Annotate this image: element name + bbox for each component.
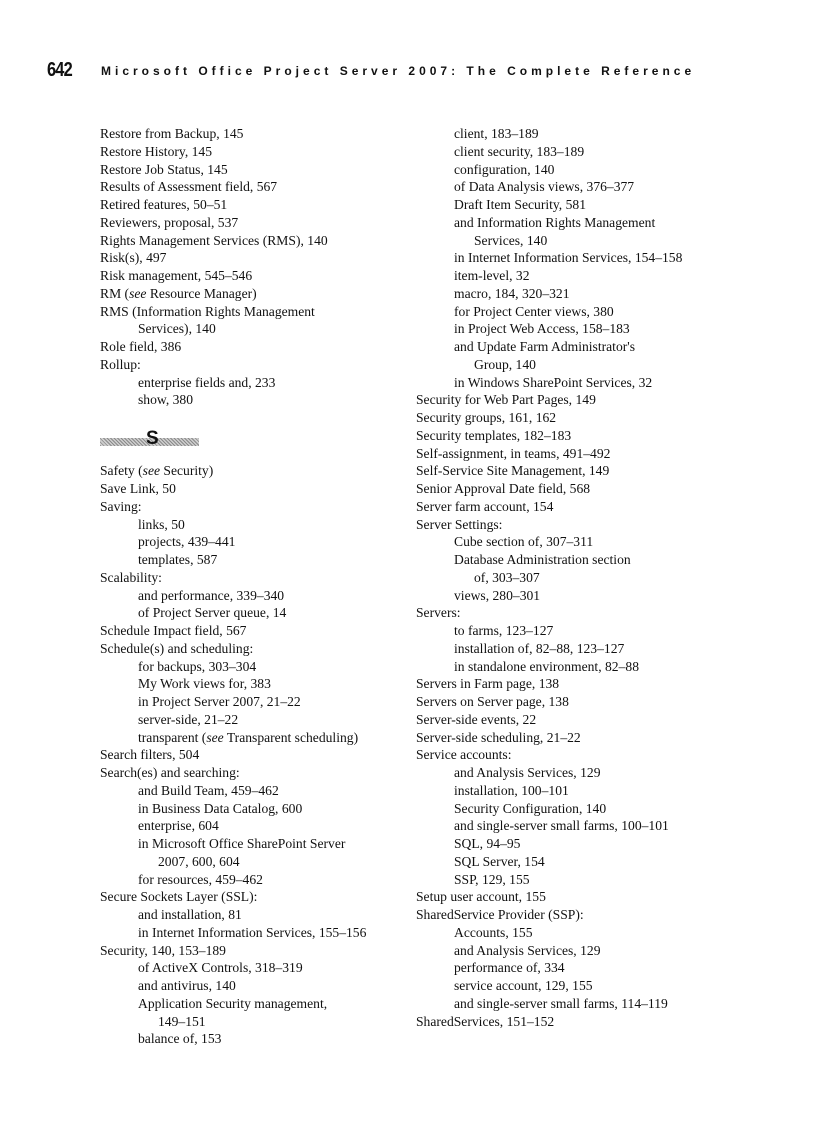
index-continuation: 2007, 600, 604 bbox=[158, 853, 240, 869]
index-subentry: Draft Item Security, 581 bbox=[454, 197, 586, 212]
index-entry: Risk management, 545–546 bbox=[100, 268, 253, 283]
index-subentry: templates, 587 bbox=[138, 552, 218, 567]
index-entry: Server-side scheduling, 21–22 bbox=[416, 729, 581, 745]
index-subentry: for Project Center views, 380 bbox=[454, 303, 614, 319]
index-subentry: Cube section of, 307–311 bbox=[454, 534, 594, 550]
index-group-s bbox=[100, 462, 410, 1048]
index-subentry: in Business Data Catalog, 600 bbox=[138, 800, 303, 816]
index-subentry: installation, 100–101 bbox=[454, 782, 569, 798]
index-entry: Self-assignment, in teams, 491–492 bbox=[416, 445, 611, 461]
index-entry: Security groups, 161, 162 bbox=[416, 410, 557, 425]
index-entry: Secure Sockets Layer (SSL): bbox=[100, 889, 258, 905]
index-entry: Role field, 386 bbox=[100, 339, 182, 354]
index-subentry: Accounts, 155 bbox=[454, 924, 533, 940]
index-subentry: of Project Server queue, 14 bbox=[138, 605, 287, 621]
index-subentry: projects, 439–441 bbox=[138, 534, 236, 550]
spacer bbox=[100, 409, 410, 427]
index-subentry: server-side, 21–22 bbox=[138, 711, 239, 727]
index-subentry: views, 280–301 bbox=[454, 587, 541, 603]
index-subentry: SQL Server, 154 bbox=[454, 853, 545, 869]
index-entry: Save Link, 50 bbox=[100, 481, 176, 496]
index-subentry: in Project Server 2007, 21–22 bbox=[138, 694, 301, 709]
index-group-r bbox=[100, 125, 410, 409]
index-subentry: to farms, 123–127 bbox=[454, 623, 554, 638]
index-subentry: client, 183–189 bbox=[454, 126, 539, 141]
index-group-s-continued bbox=[416, 125, 806, 1030]
index-subentry: of ActiveX Controls, 318–319 bbox=[138, 960, 303, 976]
index-entry: Schedule(s) and scheduling: bbox=[100, 640, 254, 656]
book-title: Microsoft Office Project Server 2007: The Complete Reference bbox=[101, 64, 696, 78]
index-entry: Servers: bbox=[416, 605, 461, 621]
index-subentry: show, 380 bbox=[138, 392, 194, 408]
index-subentry: in Internet Information Services, 155–156 bbox=[138, 924, 367, 940]
index-subentry: enterprise, 604 bbox=[138, 818, 219, 834]
index-subentry: and Build Team, 459–462 bbox=[138, 782, 279, 798]
index-subentry: Database Administration section bbox=[454, 552, 631, 567]
index-subentry: of Data Analysis views, 376–377 bbox=[454, 179, 635, 195]
index-subentry: and performance, 339–340 bbox=[138, 587, 285, 603]
index-subentry: performance of, 334 bbox=[454, 960, 565, 976]
index-column-left bbox=[100, 125, 410, 1048]
index-subentry: and Information Rights Management bbox=[454, 214, 656, 230]
index-subentry: and Update Farm Administrator's bbox=[454, 339, 636, 354]
index-subentry: in Project Web Access, 158–183 bbox=[454, 321, 630, 337]
index-entry: SharedServices, 151–152 bbox=[416, 1013, 555, 1029]
index-subentry: for resources, 459–462 bbox=[138, 871, 263, 887]
index-entry: Setup user account, 155 bbox=[416, 889, 546, 905]
index-subentry: SQL, 94–95 bbox=[454, 836, 521, 851]
index-entry: Reviewers, proposal, 537 bbox=[100, 214, 239, 230]
index-subentry: macro, 184, 320–321 bbox=[454, 285, 570, 301]
index-entry: RM (see Resource Manager) bbox=[100, 285, 257, 301]
index-column-right bbox=[416, 125, 806, 1030]
index-entry: Servers on Server page, 138 bbox=[416, 694, 569, 709]
index-entry: Safety (see Security) bbox=[100, 463, 214, 479]
index-entry: Server-side events, 22 bbox=[416, 711, 537, 727]
index-subentry: in Microsoft Office SharePoint Server bbox=[138, 836, 346, 851]
index-entry: Results of Assessment field, 567 bbox=[100, 179, 278, 195]
index-subentry: links, 50 bbox=[138, 516, 185, 532]
index-subentry: and antivirus, 140 bbox=[138, 978, 236, 993]
index-entry: Search(es) and searching: bbox=[100, 765, 240, 780]
index-continuation: Group, 140 bbox=[474, 356, 536, 372]
index-entry: Senior Approval Date field, 568 bbox=[416, 481, 591, 496]
index-subentry: configuration, 140 bbox=[454, 161, 555, 177]
index-entry: RMS (Information Rights Management bbox=[100, 303, 315, 319]
index-entry: Restore History, 145 bbox=[100, 143, 213, 159]
index-subentry: My Work views for, 383 bbox=[138, 676, 271, 692]
index-subentry: Application Security management, bbox=[138, 995, 328, 1011]
index-entry: Retired features, 50–51 bbox=[100, 197, 228, 212]
index-entry: Self-Service Site Management, 149 bbox=[416, 463, 610, 479]
index-entry: Search filters, 504 bbox=[100, 747, 200, 763]
index-entry: Server farm account, 154 bbox=[416, 498, 554, 514]
index-entry: Server Settings: bbox=[416, 516, 503, 532]
index-subentry: enterprise fields and, 233 bbox=[138, 374, 276, 390]
index-subentry: client security, 183–189 bbox=[454, 143, 585, 159]
running-header bbox=[47, 59, 787, 85]
section-divider bbox=[100, 427, 410, 463]
index-subentry: balance of, 153 bbox=[138, 1031, 222, 1047]
index-subentry: in Windows SharePoint Services, 32 bbox=[454, 374, 653, 390]
index-subentry: service account, 129, 155 bbox=[454, 978, 593, 993]
page-number: 642 bbox=[47, 59, 72, 81]
index-entry: Security for Web Part Pages, 149 bbox=[416, 392, 596, 408]
index-entry: Security, 140, 153–189 bbox=[100, 942, 226, 958]
index-subentry: installation of, 82–88, 123–127 bbox=[454, 640, 625, 656]
index-entry: Rollup: bbox=[100, 356, 141, 372]
index-subentry: Security Configuration, 140 bbox=[454, 800, 607, 816]
index-subentry: and Analysis Services, 129 bbox=[454, 765, 601, 780]
index-continuation: 149–151 bbox=[158, 1013, 206, 1029]
section-letter: S bbox=[146, 427, 159, 449]
index-subentry: in standalone environment, 82–88 bbox=[454, 658, 639, 674]
index-subentry: transparent (see Transparent scheduling) bbox=[138, 729, 359, 745]
index-entry: Servers in Farm page, 138 bbox=[416, 676, 560, 692]
index-subentry: and single-server small farms, 114–119 bbox=[454, 995, 668, 1011]
index-entry: Schedule Impact field, 567 bbox=[100, 623, 247, 638]
index-subentry: Services), 140 bbox=[138, 321, 216, 337]
index-entry: SharedService Provider (SSP): bbox=[416, 907, 584, 922]
index-subentry: for backups, 303–304 bbox=[138, 658, 257, 674]
index-continuation: of, 303–307 bbox=[474, 569, 540, 585]
index-entry: Restore from Backup, 145 bbox=[100, 126, 244, 141]
index-entry: Risk(s), 497 bbox=[100, 250, 167, 266]
index-entry: Rights Management Services (RMS), 140 bbox=[100, 232, 328, 248]
index-subentry: SSP, 129, 155 bbox=[454, 871, 530, 887]
index-subentry: and single-server small farms, 100–101 bbox=[454, 818, 669, 834]
index-entry: Restore Job Status, 145 bbox=[100, 161, 228, 177]
index-subentry: in Internet Information Services, 154–158 bbox=[454, 250, 683, 266]
index-entry: Scalability: bbox=[100, 569, 162, 585]
index-subentry: and Analysis Services, 129 bbox=[454, 942, 601, 958]
index-continuation: Services, 140 bbox=[474, 232, 548, 248]
index-entry: Service accounts: bbox=[416, 747, 512, 763]
index-entry: Security templates, 182–183 bbox=[416, 427, 572, 443]
index-subentry: and installation, 81 bbox=[138, 907, 242, 922]
index-subentry: item-level, 32 bbox=[454, 268, 530, 283]
index-entry: Saving: bbox=[100, 498, 142, 514]
